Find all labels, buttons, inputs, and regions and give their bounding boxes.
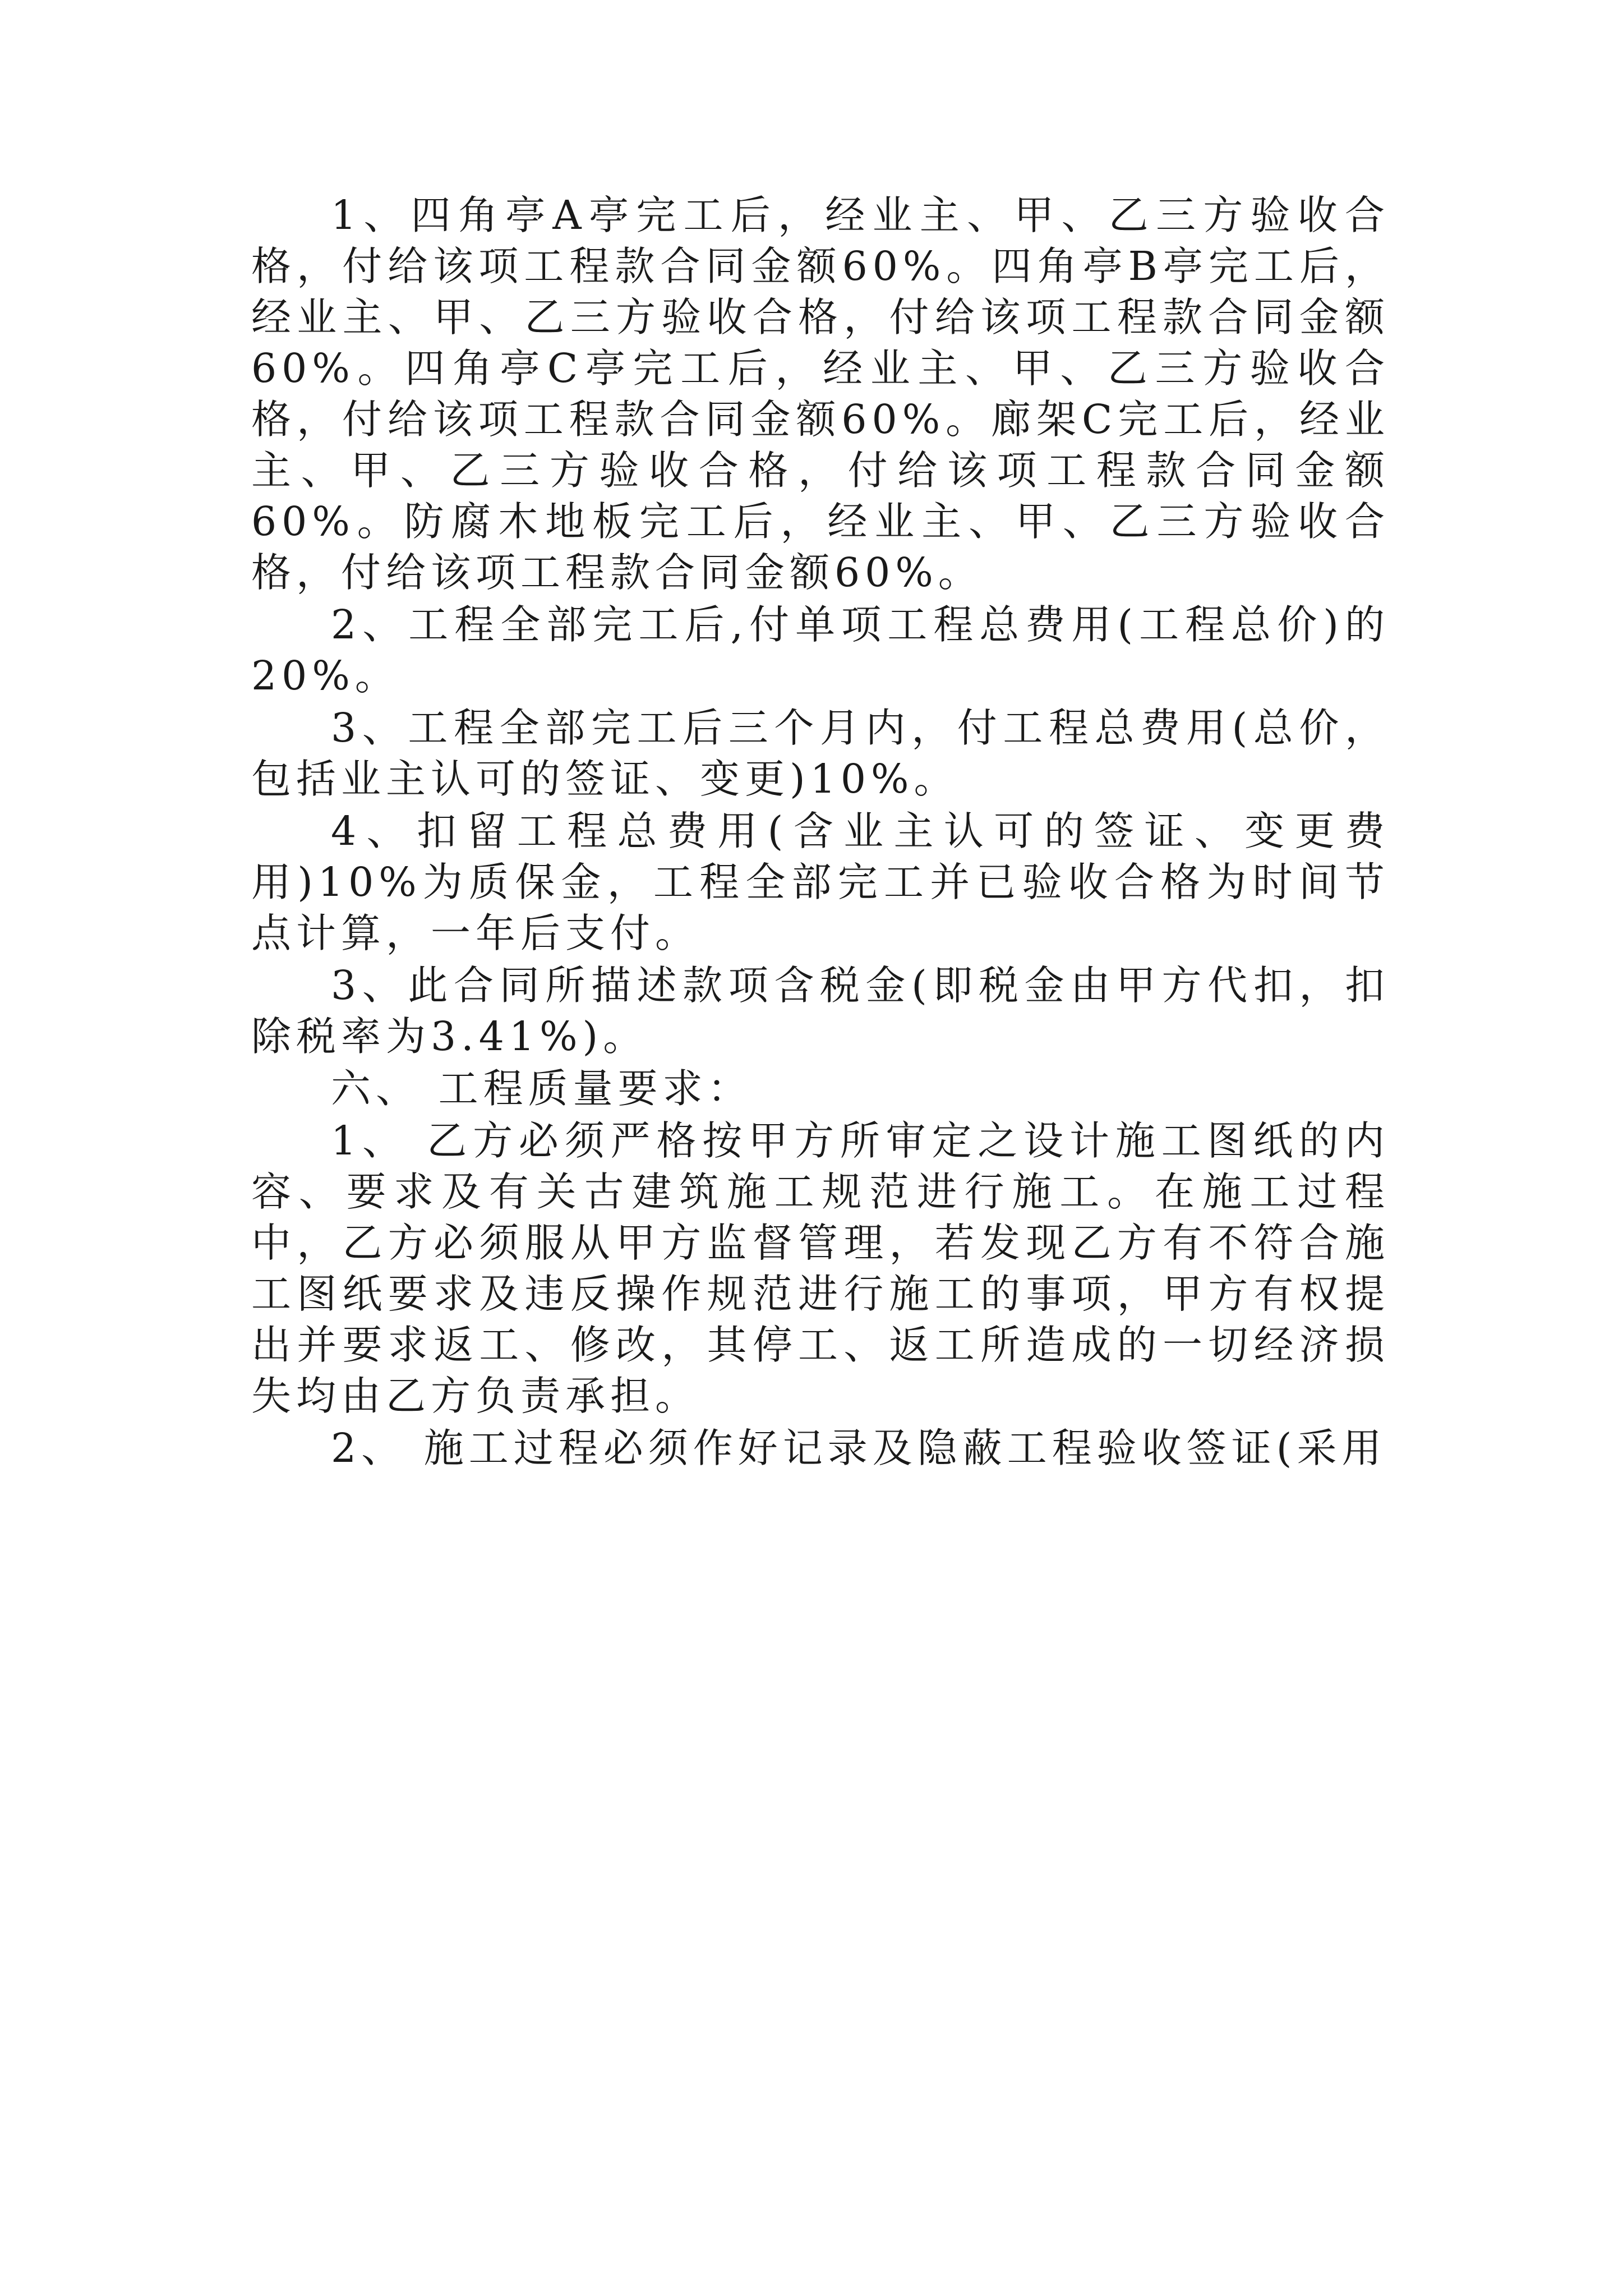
section-heading-quality: 六、 工程质量要求： — [331, 1065, 753, 1112]
document-body — [251, 190, 1390, 1475]
payment-clause-2: 2、工程全部完工后,付单项工程总费用(工程总价)的20%。 — [251, 601, 1390, 699]
quality-clause-2: 2、 施工过程必须作好记录及隐蔽工程验收签证(采用 — [331, 1425, 1387, 1471]
tax-clause: 3、此合同所描述款项含税金(即税金由甲方代扣，扣除税率为3.41%)。 — [251, 962, 1390, 1060]
payment-clause-3: 3、工程全部完工后三个月内，付工程总费用(总价，包括业主认可的签证、变更)10%。 — [251, 705, 1390, 802]
payment-clause-4: 4、扣留工程总费用(含业主认可的签证、变更费用)10%为质保金，工程全部完工并已验收合格为时间节点计算，一年后支付。 — [251, 808, 1390, 956]
quality-clause-1: 1、 乙方必须严格按甲方所审定之设计施工图纸的内容、要求及有关古建筑施工规范进行施工。在施工过程中，乙方必须服从甲方监督管理，若发现乙方有不符合施工图纸要求及违反操作规范进行施工的事项，甲方有权提出并要求返工、修改，其停工、返工所造成的一切经济损失均由乙方负责承担。 — [251, 1117, 1390, 1419]
payment-clause-1: 1、四角亭A亭完工后，经业主、甲、乙三方验收合格，付给该项工程款合同金额60%。四角亭B亭完工后，经业主、甲、乙三方验收合格，付给该项工程款合同金额60%。四角亭C亭完工后，经业主、甲、乙三方验收合格，付给该项工程款合同金额60%。廊架C完工后，经业主、甲、乙三方验收合格，付给该项工程款合同金额60%。防腐木地板完工后，经业主、甲、乙三方验收合格，付给该项工程款合同金额60%。 — [251, 192, 1390, 596]
